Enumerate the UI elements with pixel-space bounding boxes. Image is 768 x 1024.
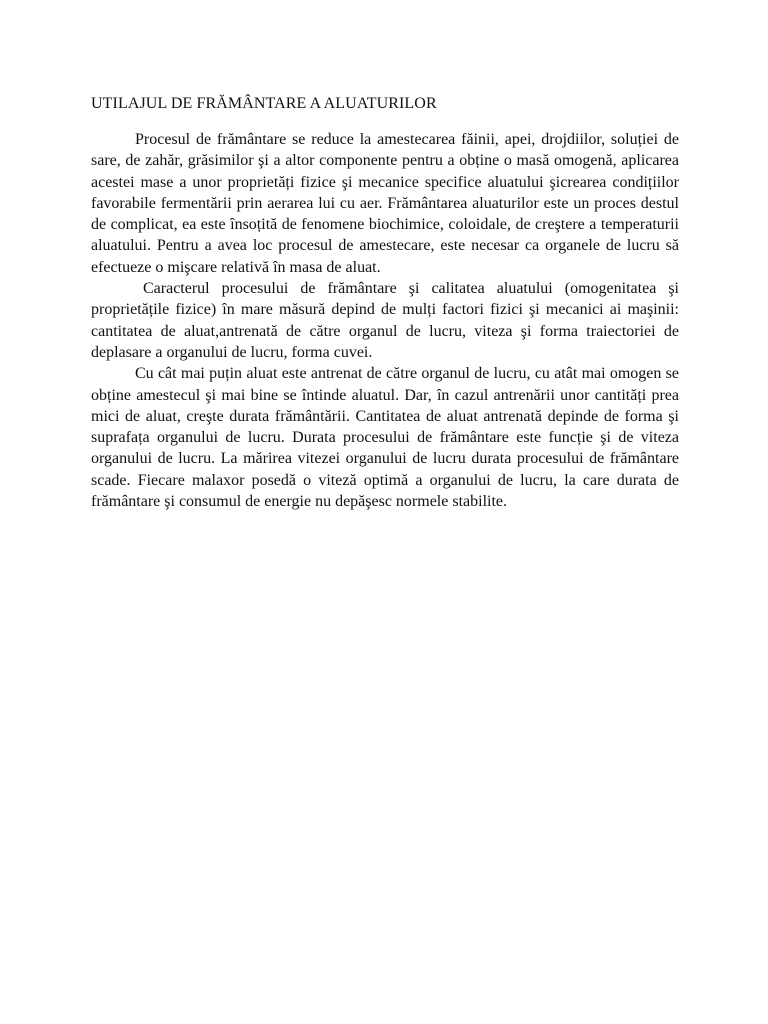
document-body bbox=[91, 93, 679, 512]
document-title: UTILAJUL DE FRĂMÂNTARE A ALUATURILOR bbox=[91, 95, 437, 112]
paragraph-duration: Cu cât mai puțin aluat este antrenat de către organul de lucru, cu atât mai omogen se obține amestecul şi mai bine se întinde aluatul. Dar, în cazul antrenării unor cantități prea mici de aluat, creşte durata frământării. Cantitatea de aluat antrenată depinde de forma şi suprafața organului de lucru. Durata procesului de frământare este funcție şi de viteza organului de lucru. La mărirea vitezei organului de lucru durata procesului de frământare scade. Fiecare malaxor posedă o viteză optimă a organului de lucru, la care durata de frământare şi consumul de energie nu depăşesc normele stabilite. bbox=[91, 365, 679, 511]
paragraph-factors: Caracterul procesului de frământare şi calitatea aluatului (omogenitatea şi proprietățile fizice) în mare măsură depind de mulți factori fizici şi mecanici ai maşinii: cantitatea de aluat,antrenată de către organul de lucru, viteza şi forma traiectoriei de deplasare a organului de lucru, forma cuvei. bbox=[91, 280, 679, 361]
paragraph-intro: Procesul de frământare se reduce la amestecarea făinii, apei, drojdiilor, soluției de sare, de zahăr, grăsimilor şi a altor componente pentru a obține o masă omogenă, aplicarea acestei mase a unor proprietăți fizice şi mecanice specifice aluatului şicrearea condițiilor favorabile fermentării prin aerarea lui cu aer. Frământarea aluaturilor este un proces destul de complicat, ea este însoțită de fenomene biochimice, coloidale, de creştere a temperaturii aluatului. Pentru a avea loc procesul de amestecare, este necesar ca organele de lucru să efectueze o mişcare relativă în masa de aluat. bbox=[91, 131, 679, 276]
